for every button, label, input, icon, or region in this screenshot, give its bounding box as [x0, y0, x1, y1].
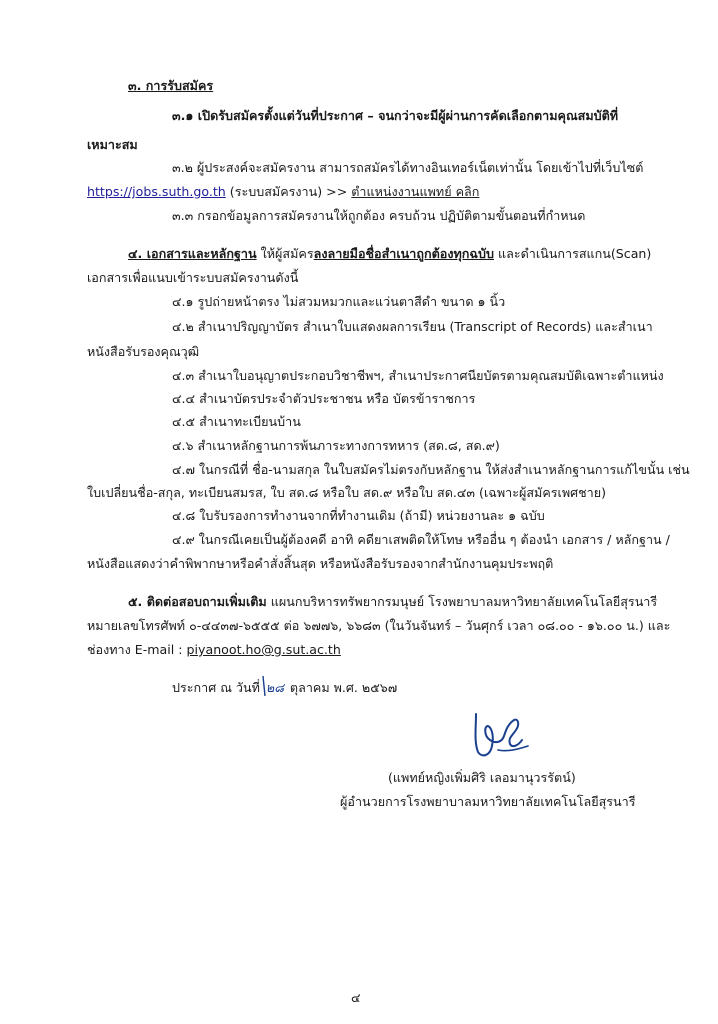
section4-item4: ๔.๔ สำเนาบัตรประจำตัวประชาชน หรือ บัตรข้าราชการ: [172, 391, 476, 406]
email-link[interactable]: piyanoot.ho@g.sut.ac.th: [186, 642, 341, 657]
handwritten-day-text: ๒๘: [265, 680, 284, 695]
section3-item1-line2: เหมาะสม: [87, 137, 138, 152]
section3-item1-line1: ๓.๑ เปิดรับสมัครตั้งแต่วันที่ประกาศ – จนกว่าจะมีผู้ผ่านการคัดเลือกตามคุณสมบัติที่: [172, 108, 619, 123]
section4-intro-a: ให้ผู้สมัคร: [256, 246, 314, 261]
section4-intro-line2: เอกสารเพื่อแนบเข้าระบบสมัครงานดังนี้: [87, 270, 299, 285]
section4-item6: ๔.๖ สำเนาหลักฐานการพ้นภาระทางการทหาร (สด.๘, สด.๙): [172, 438, 500, 453]
section4-intro-emphasis: ลงลายมือชื่อสำเนาถูกต้องทุกฉบับ: [313, 246, 494, 261]
section4-item7-line2: ใบเปลี่ยนชื่อ-สกุล, ทะเบียนสมรส, ใบ สด.๘ หรือใบ สด.๙ หรือใบ สด.๔๓ (เฉพาะผู้สมัครเพศชาย): [87, 485, 607, 500]
section5-line3: [87, 642, 341, 658]
email-label: ช่องทาง E-mail :: [87, 642, 187, 657]
announcement-suffix: ตุลาคม พ.ศ. ๒๕๖๗: [285, 680, 398, 695]
section4-item5: ๔.๕ สำเนาทะเบียนบ้าน: [172, 414, 301, 429]
section5-line1: [128, 594, 657, 610]
section5-heading: ๕. ติดต่อสอบถามเพิ่มเติม: [128, 594, 267, 609]
section4-item7-line1: ๔.๗ ในกรณีที่ ชื่อ-นามสกุล ในใบสมัครไม่ตรงกับหลักฐาน ให้ส่งสำเนาหลักฐานการแก้ไขนั้น เช่น: [172, 462, 690, 477]
section4-item1: ๔.๑ รูปถ่ายหน้าตรง ไม่สวมหมวกและแว่นตาสีดำ ขนาด ๑ นิ้ว: [172, 294, 506, 309]
signature-mark: [470, 706, 534, 762]
section4-intro-line1: [128, 246, 651, 262]
section5-line2: หมายเลขโทรศัพท์ ๐-๔๔๓๗-๖๕๕๕ ต่อ ๖๗๗๖, ๖๖๘๓ (ในวันจันทร์ – วันศุกร์ เวลา ๐๘.๐๐ - ๑๖.๐๐ น.) และ: [87, 618, 671, 633]
signatory-name: (แพทย์หญิงเพิ่มศิริ เลอมานุวรรัตน์): [388, 770, 576, 785]
section4-item9-line1: ๔.๙ ในกรณีเคยเป็นผู้ต้องคดี อาทิ คดียาเสพติดให้โทษ หรืออื่น ๆ ต้องนำ เอกสาร / หลักฐาน /: [172, 532, 670, 547]
handwritten-day: [264, 680, 286, 696]
section3-item3: ๓.๓ กรอกข้อมูลการสมัครงานให้ถูกต้อง ครบถ้วน ปฏิบัติตามขั้นตอนที่กำหนด: [172, 208, 586, 223]
section3-heading-text: ๓. การรับสมัคร: [128, 78, 214, 93]
page-number: ๔: [351, 990, 361, 1005]
section4-intro-c: และดำเนินการสแกน(Scan): [494, 246, 652, 261]
announcement-date: [172, 680, 397, 696]
section4-heading: ๔. เอกสารและหลักฐาน: [128, 246, 257, 261]
section4-item2-line2: หนังสือรับรองคุณวุฒิ: [87, 344, 200, 359]
announcement-prefix: ประกาศ ณ วันที่: [172, 680, 264, 695]
section3-item2-line1: ๓.๒ ผู้ประสงค์จะสมัครงาน สามารถสมัครได้ทางอินเทอร์เน็ตเท่านั้น โดยเข้าไปที่เว็บไซต์: [172, 160, 644, 175]
section4-item3: ๔.๓ สำเนาใบอนุญาตประกอบวิชาชีพฯ, สำเนาประกาศนียบัตรตามคุณสมบัติเฉพาะตำแหน่ง: [172, 368, 664, 383]
section3-item2-line2: [87, 184, 479, 200]
signatory-title: ผู้อำนวยการโรงพยาบาลมหาวิทยาลัยเทคโนโลยีสุรนารี: [340, 794, 636, 809]
jobs-website-link[interactable]: https://jobs.suth.go.th: [87, 184, 226, 199]
section4-item2-line1: ๔.๒ สำเนาปริญญาบัตร สำเนาใบแสดงผลการเรียน (Transcript of Records) และสำเนา: [172, 319, 653, 334]
handwritten-day-mark: [260, 674, 296, 700]
section4-item8: ๔.๘ ใบรับรองการทำงานจากที่ทำงานเดิม (ถ้ามี) หน่วยงานละ ๑ ฉบับ: [172, 508, 545, 523]
section4-item9-line2: หนังสือแสดงว่าคำพิพากษาหรือคำสั่งสิ้นสุด หรือหนังสือรับรองจากสำนักงานคุมประพฤติ: [87, 556, 554, 571]
section3-heading: [128, 78, 213, 94]
section3-item2-middle: (ระบบสมัครงาน) >>: [225, 184, 352, 199]
doctor-position-link[interactable]: ตำแหน่งงานแพทย์ คลิก: [351, 184, 480, 199]
section5-line1-rest: แผนกบริหารทรัพยากรมนุษย์ โรงพยาบาลมหาวิทยาลัยเทคโนโลยีสุรนารี: [266, 594, 658, 609]
